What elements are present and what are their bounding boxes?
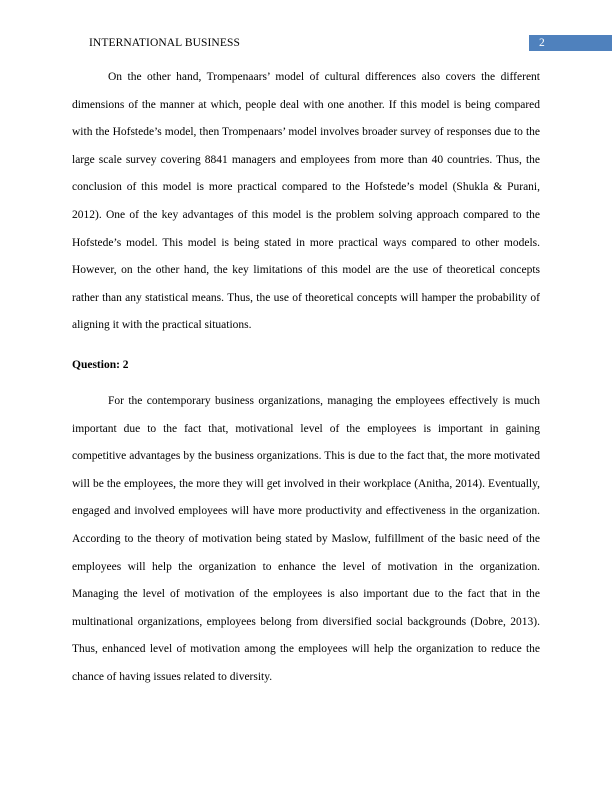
running-head: INTERNATIONAL BUSINESS <box>89 37 240 49</box>
paragraph-motivation: For the contemporary business organizations, managing the employees effectively is much important due to the fact that, motivational level of the employees is important in gaining competitive advantages by the business organizations. This is due to the fact that, the more motivated will be the employees, the more they will get involved in their workplace (Anitha, 2014). Eventually, engaged and involved employees will have more productivity and effectiveness in the organization. According to the theory of motivation being stated by Maslow, fulfillment of the basic need of the employees will help the organization to enhance the level of motivation in the organization. Managing the level of motivation of the employees is also important due to the fact that in the multinational organizations, employees belong from diversified social backgrounds (Dobre, 2013). Thus, enhanced level of motivation among the employees will help the organization to reduce the chance of having issues related to diversity. <box>72 395 540 683</box>
page-number-box <box>529 35 612 51</box>
page-number: 2 <box>539 37 545 49</box>
question-heading: Question: 2 <box>72 359 129 371</box>
paragraph-trompenaars: On the other hand, Trompenaars’ model of cultural differences also covers the different dimensions of the manner at which, people deal with one another. If this model is being compared with the Hofstede’s model, then Trompenaars’ model involves broader survey of responses due to the large scale survey covering 8841 managers and employees from more than 40 countries. Thus, the conclusion of this model is more practical compared to the Hofstede’s model (Shukla & Purani, 2012). One of the key advantages of this model is the problem solving approach compared to the Hofstede’s model. This model is being stated in more practical ways compared to other models. However, on the other hand, the key limitations of this model are the use of theoretical concepts rather than any statistical means. Thus, the use of theoretical concepts will hamper the probability of aligning it with the practical situations. <box>72 71 540 332</box>
